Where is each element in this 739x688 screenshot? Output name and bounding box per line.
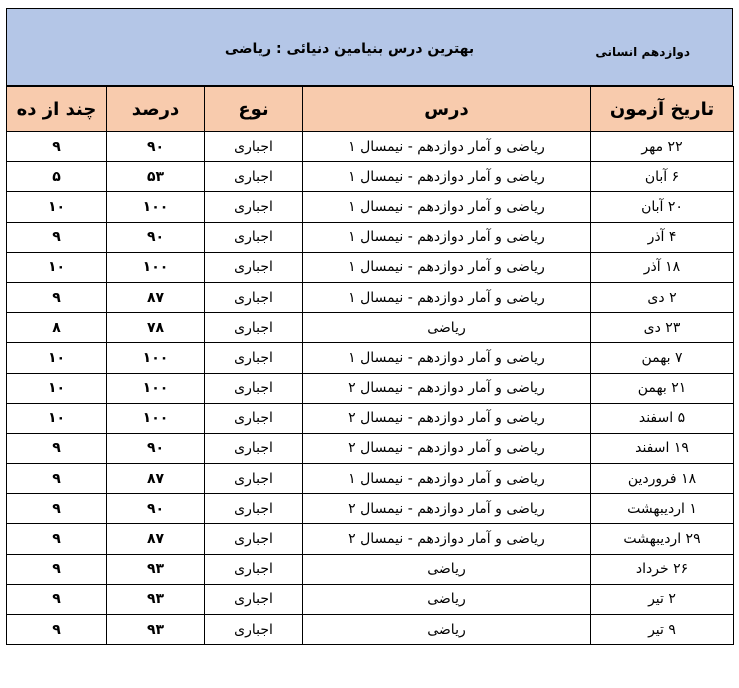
table-row (7, 132, 734, 162)
percent-cell: ۹۳ (107, 615, 205, 645)
report-title: بهترین درس بنیامین دنیائی : ریاضی (224, 41, 475, 57)
date-cell: ۲۲ مهر (591, 132, 734, 162)
header-row (7, 87, 734, 132)
score-cell: ۹ (7, 222, 107, 252)
score-cell: ۱۰ (7, 343, 107, 373)
date-cell: ۲۳ دی (591, 313, 734, 343)
score-cell: ۹ (7, 524, 107, 554)
date-cell: ۱۸ آذر (591, 252, 734, 282)
percent-cell: ۹۳ (107, 554, 205, 584)
course-cell: ریاضی و آمار دوازدهم - نیمسال ۱ (303, 162, 591, 192)
course-cell: ریاضی (303, 313, 591, 343)
date-cell: ۵ اسفند (591, 403, 734, 433)
percent-cell: ۷۸ (107, 313, 205, 343)
table-row (7, 494, 734, 524)
col-header-date: تاریخ آزمون (591, 87, 734, 132)
course-cell: ریاضی و آمار دوازدهم - نیمسال ۲ (303, 494, 591, 524)
type-cell: اجباری (205, 494, 303, 524)
col-header-percent: درصد (107, 87, 205, 132)
percent-cell: ۵۳ (107, 162, 205, 192)
course-cell: ریاضی و آمار دوازدهم - نیمسال ۱ (303, 132, 591, 162)
table-row (7, 343, 734, 373)
table-row (7, 282, 734, 312)
table-row (7, 464, 734, 494)
type-cell: اجباری (205, 343, 303, 373)
score-cell: ۹ (7, 494, 107, 524)
date-cell: ۱ اردیبهشت (591, 494, 734, 524)
type-cell: اجباری (205, 132, 303, 162)
percent-cell: ۱۰۰ (107, 343, 205, 373)
table-row (7, 584, 734, 614)
percent-cell: ۱۰۰ (107, 252, 205, 282)
date-cell: ۲۶ خرداد (591, 554, 734, 584)
course-cell: ریاضی (303, 554, 591, 584)
date-cell: ۱۹ اسفند (591, 433, 734, 463)
course-cell: ریاضی (303, 584, 591, 614)
percent-cell: ۹۰ (107, 494, 205, 524)
score-cell: ۹ (7, 433, 107, 463)
type-cell: اجباری (205, 464, 303, 494)
score-cell: ۹ (7, 584, 107, 614)
course-cell: ریاضی و آمار دوازدهم - نیمسال ۲ (303, 433, 591, 463)
percent-cell: ۱۰۰ (107, 403, 205, 433)
course-cell: ریاضی و آمار دوازدهم - نیمسال ۱ (303, 464, 591, 494)
course-cell: ریاضی و آمار دوازدهم - نیمسال ۲ (303, 403, 591, 433)
type-cell: اجباری (205, 313, 303, 343)
type-cell: اجباری (205, 162, 303, 192)
course-cell: ریاضی و آمار دوازدهم - نیمسال ۱ (303, 343, 591, 373)
score-cell: ۱۰ (7, 192, 107, 222)
date-cell: ۲۰ آبان (591, 192, 734, 222)
type-cell: اجباری (205, 403, 303, 433)
report-sheet (6, 8, 733, 645)
score-cell: ۹ (7, 615, 107, 645)
table-body (7, 132, 734, 645)
score-cell: ۱۰ (7, 252, 107, 282)
score-cell: ۵ (7, 162, 107, 192)
type-cell: اجباری (205, 222, 303, 252)
date-cell: ۲ دی (591, 282, 734, 312)
type-cell: اجباری (205, 554, 303, 584)
percent-cell: ۱۰۰ (107, 192, 205, 222)
type-cell: اجباری (205, 192, 303, 222)
score-cell: ۹ (7, 464, 107, 494)
type-cell: اجباری (205, 584, 303, 614)
type-cell: اجباری (205, 252, 303, 282)
score-cell: ۹ (7, 282, 107, 312)
col-header-course: درس (303, 87, 591, 132)
percent-cell: ۹۰ (107, 222, 205, 252)
type-cell: اجباری (205, 282, 303, 312)
type-cell: اجباری (205, 433, 303, 463)
course-cell: ریاضی و آمار دوازدهم - نیمسال ۱ (303, 252, 591, 282)
percent-cell: ۹۰ (107, 132, 205, 162)
col-header-score: چند از ده (7, 87, 107, 132)
type-cell: اجباری (205, 524, 303, 554)
score-cell: ۸ (7, 313, 107, 343)
date-cell: ۲ تیر (591, 584, 734, 614)
table-row (7, 554, 734, 584)
percent-cell: ۸۷ (107, 464, 205, 494)
table-row (7, 524, 734, 554)
percent-cell: ۱۰۰ (107, 373, 205, 403)
title-banner (6, 8, 733, 86)
table-row (7, 252, 734, 282)
date-cell: ۹ تیر (591, 615, 734, 645)
course-cell: ریاضی و آمار دوازدهم - نیمسال ۱ (303, 222, 591, 252)
date-cell: ۷ بهمن (591, 343, 734, 373)
percent-cell: ۸۷ (107, 282, 205, 312)
table-row (7, 192, 734, 222)
results-table (6, 86, 734, 645)
table-row (7, 373, 734, 403)
date-cell: ۴ آذر (591, 222, 734, 252)
percent-cell: ۸۷ (107, 524, 205, 554)
course-cell: ریاضی و آمار دوازدهم - نیمسال ۲ (303, 373, 591, 403)
course-cell: ریاضی و آمار دوازدهم - نیمسال ۱ (303, 282, 591, 312)
table-row (7, 162, 734, 192)
grade-label: دوازدهم انسانی (595, 45, 690, 59)
date-cell: ۱۸ فروردین (591, 464, 734, 494)
course-cell: ریاضی (303, 615, 591, 645)
col-header-type: نوع (205, 87, 303, 132)
date-cell: ۶ آبان (591, 162, 734, 192)
table-row (7, 222, 734, 252)
date-cell: ۲۱ بهمن (591, 373, 734, 403)
table-row (7, 433, 734, 463)
score-cell: ۹ (7, 554, 107, 584)
date-cell: ۲۹ اردیبهشت (591, 524, 734, 554)
table-row (7, 615, 734, 645)
score-cell: ۹ (7, 132, 107, 162)
score-cell: ۱۰ (7, 403, 107, 433)
type-cell: اجباری (205, 373, 303, 403)
course-cell: ریاضی و آمار دوازدهم - نیمسال ۲ (303, 524, 591, 554)
type-cell: اجباری (205, 615, 303, 645)
score-cell: ۱۰ (7, 373, 107, 403)
table-row (7, 313, 734, 343)
course-cell: ریاضی و آمار دوازدهم - نیمسال ۱ (303, 192, 591, 222)
table-row (7, 403, 734, 433)
percent-cell: ۹۳ (107, 584, 205, 614)
percent-cell: ۹۰ (107, 433, 205, 463)
